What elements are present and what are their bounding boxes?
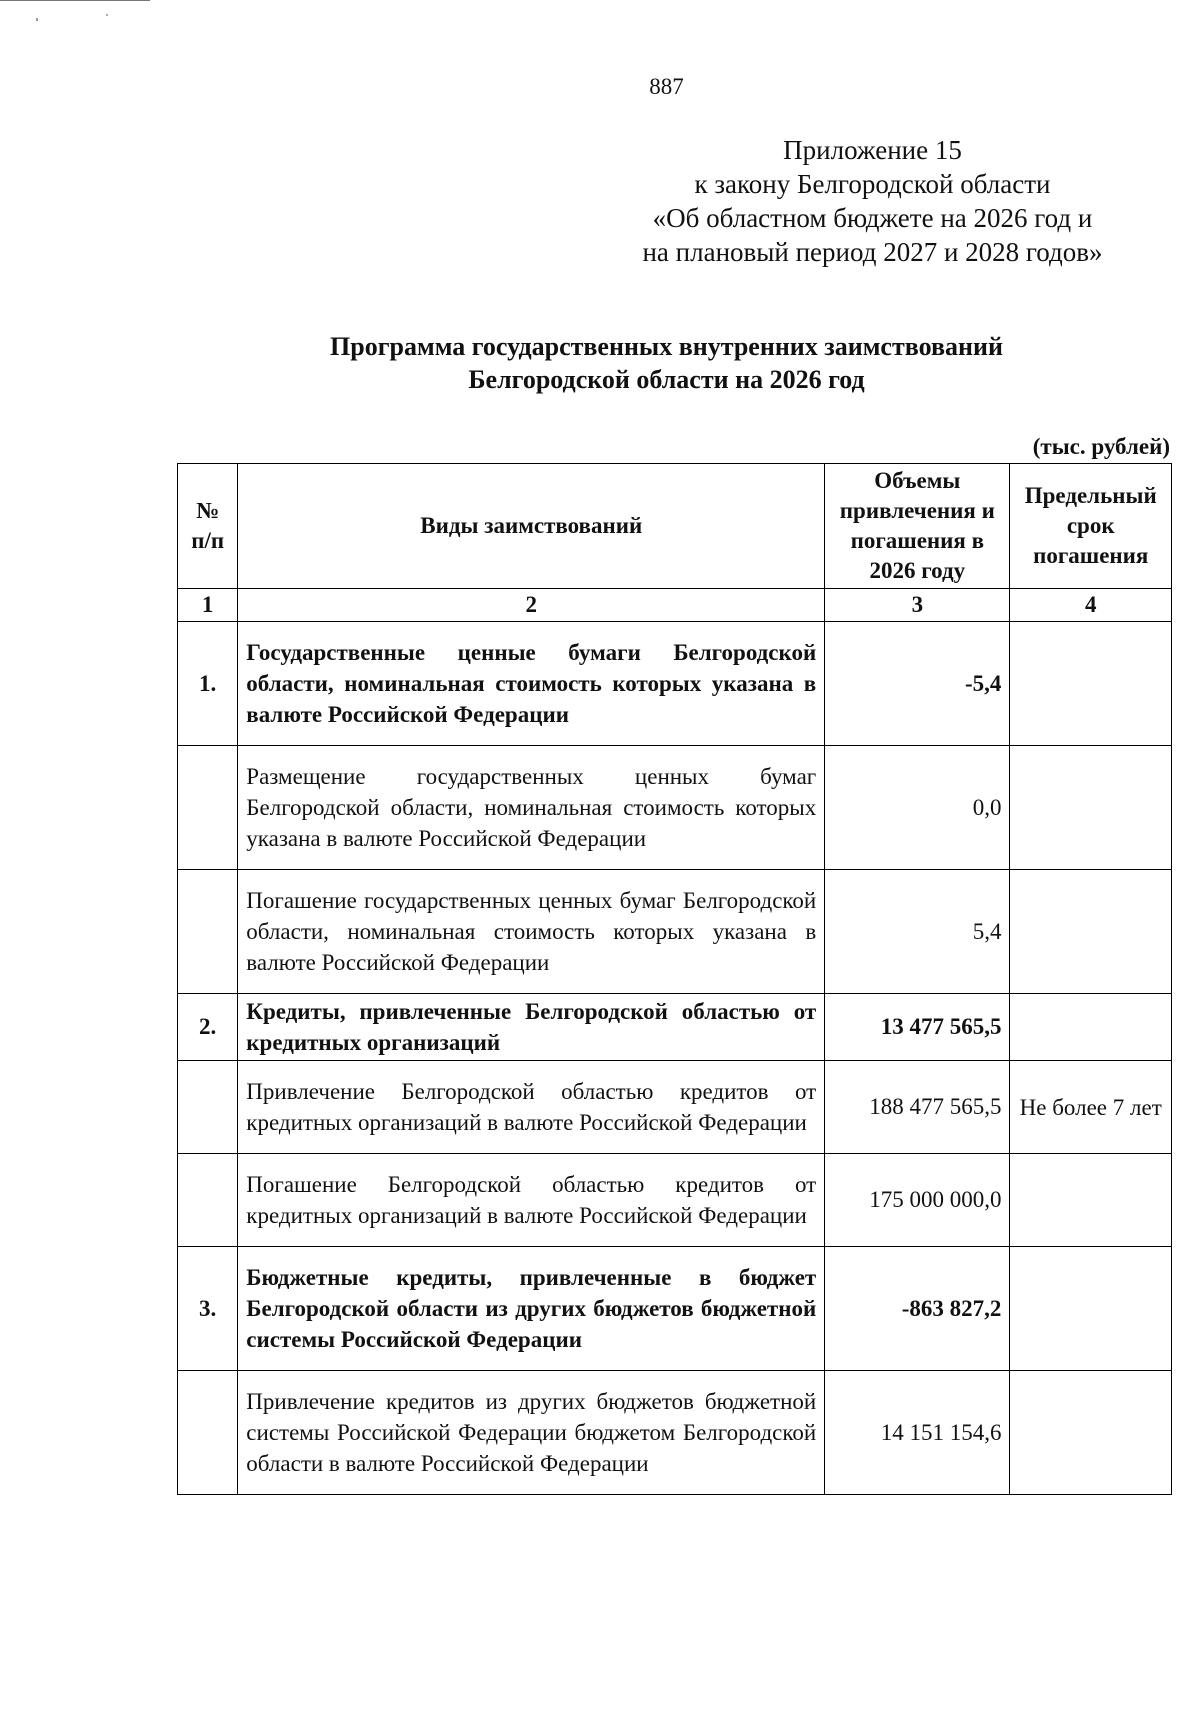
scan-artifact-dot bbox=[36, 18, 38, 21]
repayment-term bbox=[1010, 1154, 1172, 1247]
table-row bbox=[178, 1154, 1172, 1247]
row-number bbox=[178, 1371, 238, 1495]
repayment-term bbox=[1010, 1247, 1172, 1371]
borrowing-type: Привлечение кредитов из других бюджетов бюджетной системы Российской Федерации бюджетом Белгородской области в валюте Российской Федерации bbox=[238, 1371, 825, 1495]
borrowing-volume: 175 000 000,0 bbox=[825, 1154, 1010, 1247]
header-type: Виды заимствований bbox=[238, 464, 825, 589]
column-number: 1 bbox=[178, 589, 238, 622]
borrowing-type: Размещение государственных ценных бумаг Белгородской области, номинальная стоимость которых указана в валюте Российской Федерации bbox=[238, 746, 825, 870]
appendix-reference bbox=[580, 133, 1165, 269]
row-number bbox=[178, 746, 238, 870]
borrowing-volume: -863 827,2 bbox=[825, 1247, 1010, 1371]
borrowing-type: Привлечение Белгородской областью кредитов от кредитных организаций в валюте Российской Федерации bbox=[238, 1061, 825, 1154]
repayment-term: Не более 7 лет bbox=[1010, 1061, 1172, 1154]
row-number bbox=[178, 870, 238, 994]
row-number: 3. bbox=[178, 1247, 238, 1371]
appendix-line: на плановый период 2027 и 2028 годов» bbox=[642, 237, 1103, 267]
borrowings-table bbox=[177, 463, 1172, 1495]
title-line: Программа государственных внутренних заимствований bbox=[330, 332, 1003, 361]
borrowing-volume: 188 477 565,5 bbox=[825, 1061, 1010, 1154]
header-no: № п/п bbox=[178, 464, 238, 589]
borrowing-volume: -5,4 bbox=[825, 622, 1010, 746]
scan-artifact-dot bbox=[106, 14, 108, 16]
borrowing-type: Погашение государственных ценных бумаг Белгородской области, номинальная стоимость которых указана в валюте Российской Федерации bbox=[238, 870, 825, 994]
column-number-row bbox=[178, 589, 1172, 622]
repayment-term bbox=[1010, 994, 1172, 1061]
repayment-term bbox=[1010, 746, 1172, 870]
title-line: Белгородской области на 2026 год bbox=[468, 365, 865, 394]
header-term: Предельный срок погашения bbox=[1010, 464, 1172, 589]
column-number: 2 bbox=[238, 589, 825, 622]
header-volume: Объемы привлечения и погашения в 2026 году bbox=[825, 464, 1010, 589]
unit-label: (тыс. рублей) bbox=[1032, 434, 1170, 459]
table-header-row bbox=[178, 464, 1172, 589]
borrowing-type: Кредиты, привлеченные Белгородской областью от кредитных организаций bbox=[238, 994, 825, 1061]
table-row bbox=[178, 746, 1172, 870]
repayment-term bbox=[1010, 622, 1172, 746]
appendix-line: Приложение 15 bbox=[783, 135, 962, 165]
borrowing-volume: 14 151 154,6 bbox=[825, 1371, 1010, 1495]
document-title bbox=[0, 330, 1200, 396]
scan-artifact-line bbox=[0, 0, 150, 1]
repayment-term bbox=[1010, 1371, 1172, 1495]
borrowing-type: Бюджетные кредиты, привлеченные в бюджет Белгородской области из других бюджетов бюджетной системы Российской Федерации bbox=[238, 1247, 825, 1371]
appendix-line: «Об областном бюджете на 2026 год и bbox=[652, 203, 1093, 233]
borrowing-volume: 5,4 bbox=[825, 870, 1010, 994]
repayment-term bbox=[1010, 870, 1172, 994]
table-row bbox=[178, 994, 1172, 1061]
table-row bbox=[178, 622, 1172, 746]
column-number: 3 bbox=[825, 589, 1010, 622]
row-number bbox=[178, 1061, 238, 1154]
table-row bbox=[178, 870, 1172, 994]
appendix-line: к закону Белгородской области bbox=[694, 169, 1051, 199]
row-number bbox=[178, 1154, 238, 1247]
row-number: 1. bbox=[178, 622, 238, 746]
table-row bbox=[178, 1247, 1172, 1371]
column-number: 4 bbox=[1010, 589, 1172, 622]
borrowing-type: Государственные ценные бумаги Белгородской области, номинальная стоимость которых указана в валюте Российской Федерации bbox=[238, 622, 825, 746]
table-row bbox=[178, 1061, 1172, 1154]
borrowing-type: Погашение Белгородской областью кредитов от кредитных организаций в валюте Российской Федерации bbox=[238, 1154, 825, 1247]
page-number: 887 bbox=[649, 74, 684, 99]
table-row bbox=[178, 1371, 1172, 1495]
borrowing-volume: 0,0 bbox=[825, 746, 1010, 870]
row-number: 2. bbox=[178, 994, 238, 1061]
borrowing-volume: 13 477 565,5 bbox=[825, 994, 1010, 1061]
